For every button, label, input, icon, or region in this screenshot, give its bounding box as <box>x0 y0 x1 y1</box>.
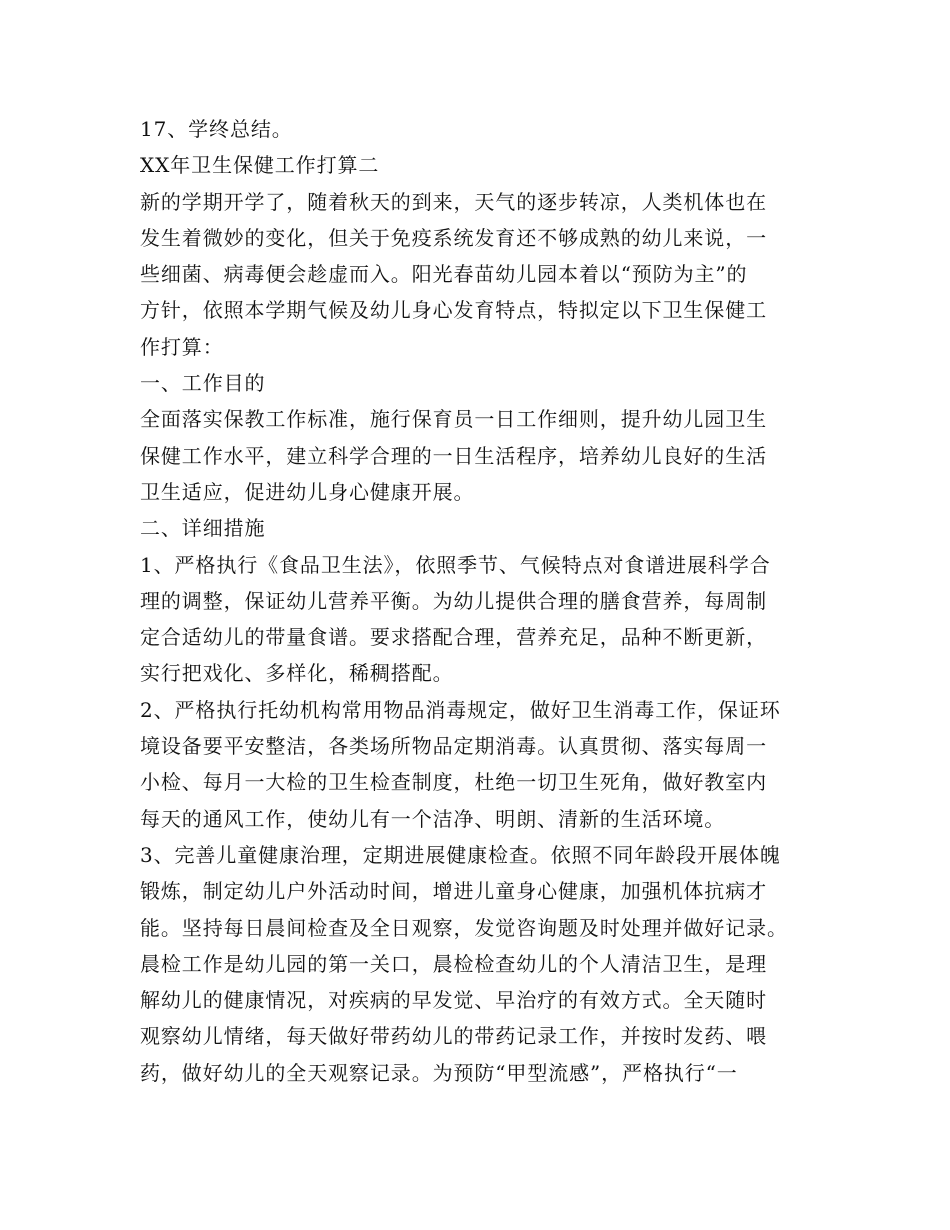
measure-2-line-3: 小检、每月一大检的卫生检查制度，杜绝一切卫生死角，做好教室内 <box>140 770 767 795</box>
heading-detailed-measures: 二、详细措施 <box>140 516 266 541</box>
measure-2-line-1: 2、严格执行托幼机构常用物品消毒规定，做好卫生消毒工作，保证环 <box>140 697 781 722</box>
measure-3-line-7: 药，做好幼儿的全天观察记录。为预防“甲型流感”，严格执行“一 <box>140 1060 738 1085</box>
section-title: XX年卫生保健工作打算二 <box>140 153 380 178</box>
goals-line-1: 全面落实保教工作标准，施行保育员一日工作细则，提升幼儿园卫生 <box>140 407 767 432</box>
measure-3-line-5: 解幼儿的健康情况，对疾病的早发觉、早治疗的有效方式。全天随时 <box>140 988 767 1013</box>
goals-line-3: 卫生适应，促进幼儿身心健康开展。 <box>140 479 475 504</box>
measure-1-line-3: 定合适幼儿的带量食谱。要求搭配合理，营养充足，品种不断更新， <box>140 625 767 650</box>
intro-line-2: 发生着微妙的变化，但关于免疫系统发育还不够成熟的幼儿来说，一 <box>140 225 767 250</box>
intro-line-5: 作打算： <box>140 334 224 359</box>
measure-1-line-1: 1、严格执行《食品卫生法》，依照季节、气候特点对食谱进展科学合 <box>140 552 771 577</box>
measure-3-line-2: 锻炼，制定幼儿户外活动时间，增进儿童身心健康，加强机体抗病才 <box>140 879 767 904</box>
measure-1-line-4: 实行把戏化、多样化，稀稠搭配。 <box>140 661 454 686</box>
intro-line-4: 方针，依照本学期气候及幼儿身心发育特点，特拟定以下卫生保健工 <box>140 298 767 323</box>
measure-1-line-2: 理的调整，保证幼儿营养平衡。为幼儿提供合理的膳食营养，每周制 <box>140 588 767 613</box>
intro-line-3: 些细菌、病毒便会趁虚而入。阳光春苗幼儿园本着以“预防为主”的 <box>140 262 748 287</box>
goals-line-2: 保健工作水平，建立科学合理的一日生活程序，培养幼儿良好的生活 <box>140 443 767 468</box>
measure-2-line-4: 每天的通风工作，使幼儿有一个洁净、明朗、清新的生活环境。 <box>140 806 726 831</box>
measure-3-line-6: 观察幼儿情绪，每天做好带药幼儿的带药记录工作，并按时发药、喂 <box>140 1024 767 1049</box>
measure-3-line-4: 晨检工作是幼儿园的第一关口，晨检检查幼儿的个人清洁卫生，是理 <box>140 951 767 976</box>
measure-3-line-1: 3、完善儿童健康治理，定期进展健康检查。依照不同年龄段开展体魄 <box>140 842 781 867</box>
intro-line-1: 新的学期开学了，随着秋天的到来，天气的逐步转凉，人类机体也在 <box>140 189 767 214</box>
heading-work-goals: 一、工作目的 <box>140 371 266 396</box>
document-body <box>140 111 820 1091</box>
item-17-summary: 17、学终总结。 <box>140 117 293 141</box>
measure-3-line-3: 能。坚持每日晨间检查及全日观察，发觉咨询题及时处理并做好记录。 <box>140 915 788 940</box>
measure-2-line-2: 境设备要平安整洁，各类场所物品定期消毒。认真贯彻、落实每周一 <box>140 734 767 759</box>
